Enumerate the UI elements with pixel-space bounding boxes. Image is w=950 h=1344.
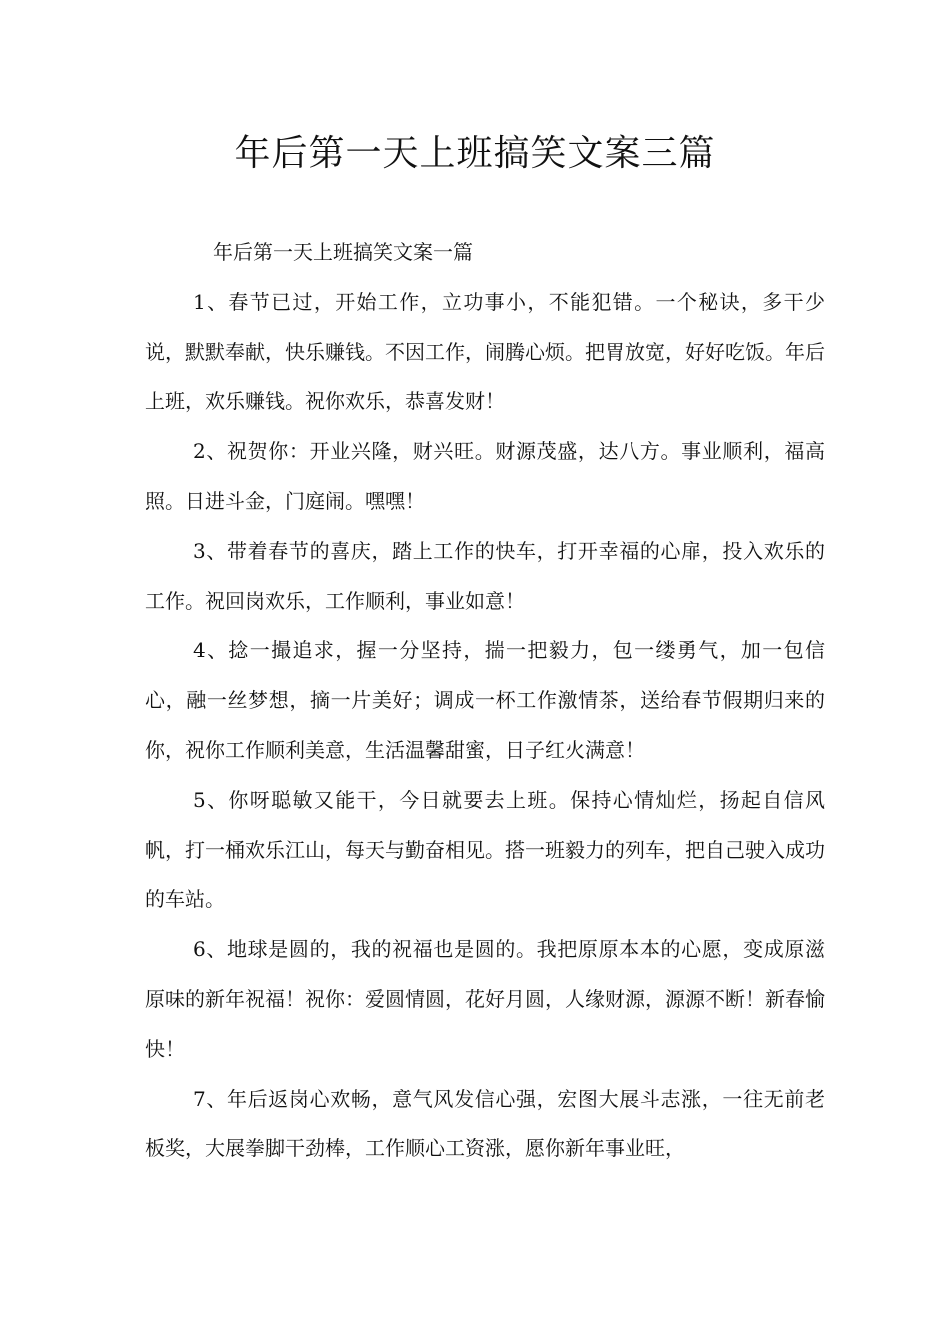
paragraph-7: 7、年后返岗心欢畅，意气风发信心强，宏图大展斗志涨，一往无前老板奖，大展拳脚干劲棒，工作顺心工资涨，愿你新年事业旺， [145,1086,825,1161]
document-body [145,228,825,1174]
paragraph-5: 5、你呀聪敏又能干，今日就要去上班。保持心情灿烂，扬起自信风帆，打一桶欢乐江山，每天与勤奋相见。搭一班毅力的列车，把自己驶入成功的车站。 [145,787,825,912]
paragraph-2: 2、祝贺你：开业兴隆，财兴旺。财源茂盛，达八方。事业顺利，福高照。日进斗金，门庭闹。嘿嘿！ [145,439,825,513]
document-title: 年后第一天上班搞笑文案三篇 [234,133,716,174]
section-subtitle: 年后第一天上班搞笑文案一篇 [213,240,473,264]
paragraph-4: 4、捻一撮追求，握一分坚持，揣一把毅力，包一缕勇气，加一包信心，融一丝梦想，摘一片美好；调成一杯工作激情茶，送给春节假期归来的你，祝你工作顺利美意，生活温馨甜蜜，日子红火满意！ [145,638,825,762]
paragraph-1: 1、春节已过，开始工作，立功事小，不能犯错。一个秘诀，多干少说，默默奉献，快乐赚钱。不因工作，闹腾心烦。把胃放宽，好好吃饭。年后上班，欢乐赚钱。祝你欢乐，恭喜发财！ [145,289,825,414]
paragraph-3: 3、带着春节的喜庆，踏上工作的快车，打开幸福的心扉，投入欢乐的工作。祝回岗欢乐，工作顺利，事业如意！ [145,538,825,613]
paragraph-6: 6、地球是圆的，我的祝福也是圆的。我把原原本本的心愿，变成原滋原味的新年祝福！祝你：爱圆情圆，花好月圆，人缘财源，源源不断！新春愉快！ [145,937,825,1061]
